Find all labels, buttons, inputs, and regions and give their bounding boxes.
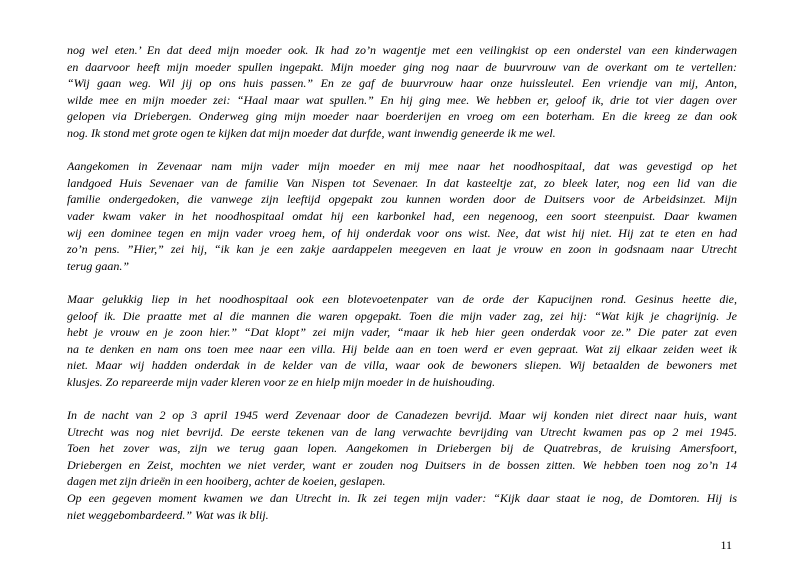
text-line: en daarvoor heeft mijn moeder spullen ingepakt. Mijn moeder ging nog naar de buurvrouw van de overkant om te vertellen: bbox=[67, 59, 737, 74]
text-line: hebt je vrouw en je zoon hier.” “Dat klopt” zei mijn vader, “maar ik heb hier geen onderdak voor ze.” Die pater zat even bbox=[67, 325, 737, 340]
paragraph-2 bbox=[67, 158, 737, 274]
text-line: Toen het zover was, zijn we terug gaan lopen. Aangekomen in Driebergen bij de Quatrebras, de kruising Amersfoort, bbox=[67, 441, 737, 456]
page-number: 11 bbox=[720, 538, 732, 552]
text-line: Aangekomen in Zevenaar nam mijn vader mijn moeder en mij mee naar het noodhospitaal, dat was gevestigd op het bbox=[67, 159, 737, 174]
text-line: nog wel eten.’ En dat deed mijn moeder ook. Ik had zo’n wagentje met een veilingkist op een onderstel van een kinderwagen bbox=[67, 43, 737, 57]
paragraph-1 bbox=[67, 42, 737, 142]
text-line: landgoed Huis Sevenaer van de familie Van Nispen tot Sevenaer. In dat kasteeltje zat, zo bleek later, nog een lid van die bbox=[67, 175, 737, 190]
text-line: In de nacht van 2 op 3 april 1945 werd Zevenaar door de Canadezen bevrijd. Maar wij konden niet direct naar huis, want bbox=[67, 408, 737, 423]
text-line: vader kwam vaker in het noodhospitaal omdat hij een karbonkel had, een negenoog, een soort steenpuist. Daar kwamen bbox=[67, 208, 737, 223]
text-line: Utrecht was nog niet bevrijd. De eerste tekenen van de lang verwachte bevrijding van Utrecht kwamen pas op 2 mei 1945. bbox=[67, 424, 737, 439]
text-line: nog. Ik stond met grote ogen te kijken dat mijn moeder dat durfde, want inwendig geneerde ik me wel. bbox=[67, 125, 556, 140]
body-text bbox=[67, 42, 737, 540]
text-line: na te denken en nam ons toen mee naar een villa. Hij belde aan en toen werd er even gepraat. Wat zij elkaar zeiden weet ik bbox=[67, 341, 737, 356]
paragraph-4 bbox=[67, 407, 737, 490]
text-line: wilde mee en mijn moeder zei: “Haal maar wat spullen.” En hij ging mee. We hebben er, geloof ik, drie tot vier dagen over bbox=[67, 92, 737, 107]
paragraph-3 bbox=[67, 291, 737, 391]
text-line: gelopen via Driebergen. Onderweg ging mijn moeder naar boerderijen en vroeg om een boterham. En die kreeg ze dan ook bbox=[67, 109, 737, 124]
text-line: terug gaan.” bbox=[67, 258, 130, 273]
text-line: wij een dominee tegen en mijn vader vroeg hem, of hij onderdak voor ons wist. Nee, dat wist hij niet. Hij zat te eten en had bbox=[67, 225, 737, 240]
text-line: niet. Maar wij hadden onderdak in de kelder van de villa, waar ook de bewoners sliepen. Wij betaalden de bewoners met bbox=[67, 358, 737, 373]
text-line: Maar gelukkig liep in het noodhospitaal ook een blotevoetenpater van de orde der Kapucijnen rond. Gesinus heette die, bbox=[67, 291, 737, 306]
text-line: geloof ik. Die praatte met al die mannen die waren opgepakt. Toen die mijn vader zag, zei hij: “Wat kijk je chagrijnig. Je bbox=[67, 308, 737, 323]
text-line: zo’n pens. ”Hier,” zei hij, “ik kan je een zakje aardappelen meegeven en laat je vrouw en zoon in godsnaam naar Utrecht bbox=[67, 242, 737, 257]
text-line: dagen met zijn drieën in een hooiberg, achter de koeien, geslapen. bbox=[67, 474, 386, 489]
text-line: niet weggebombardeerd.” Wat was ik blij. bbox=[67, 507, 269, 522]
text-line: Op een gegeven moment kwamen we dan Utrecht in. Ik zei tegen mijn vader: “Kijk daar staat ie nog, de Domtoren. Hij is bbox=[67, 491, 737, 506]
text-line: “Wij gaan weg. Wil jij op ons huis passen.” En ze gaf de buurvrouw haar onze huissleutel. Een vriendje van mij, Anton, bbox=[67, 76, 737, 91]
text-line: familie ondergedoken, die vanwege zijn leeftijd opgepakt zou kunnen worden door de Duitsers voor de Arbeidsinzet. Mijn bbox=[67, 192, 737, 207]
text-line: Driebergen en Zeist, mochten we niet verder, want er zouden nog Duitsers in de bossen zitten. We hebben toen nog zo’n 14 bbox=[67, 457, 737, 472]
paragraph-5 bbox=[67, 490, 737, 523]
text-line: klusjes. Zo repareerde mijn vader kleren voor ze en hielp mijn moeder in de huishouding. bbox=[67, 374, 496, 389]
